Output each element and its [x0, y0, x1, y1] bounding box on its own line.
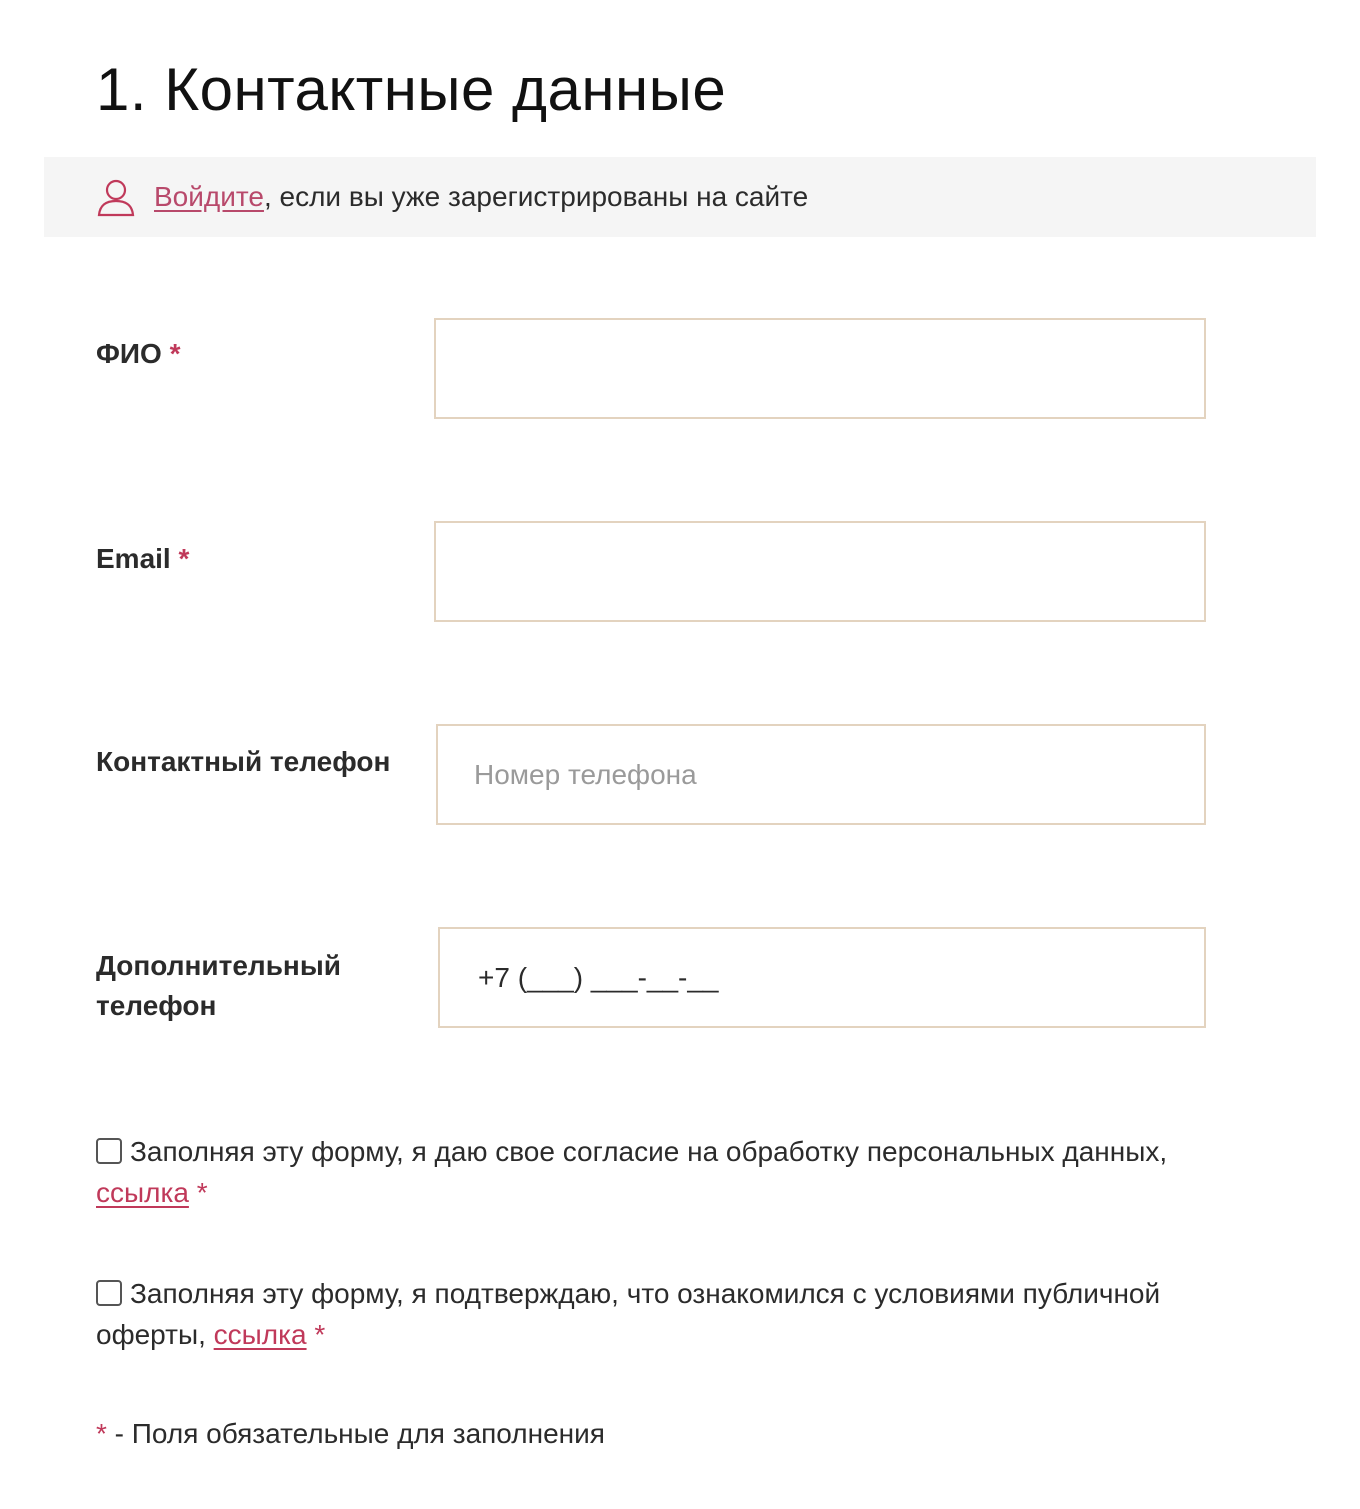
- required-mark: *: [196, 1177, 208, 1208]
- login-link[interactable]: Войдите: [154, 181, 264, 212]
- personal-data-checkbox[interactable]: [96, 1138, 122, 1164]
- extra-phone-label-line1: Дополнительный: [96, 950, 341, 981]
- phone-input[interactable]: [436, 724, 1206, 825]
- required-fields-note-text: - Поля обязательные для заполнения: [106, 1418, 605, 1449]
- email-label-text: Email: [96, 543, 171, 574]
- phone-row: [96, 724, 1206, 826]
- required-mark: *: [96, 1418, 107, 1449]
- fio-label: [96, 334, 181, 374]
- offer-consent: [96, 1273, 1226, 1355]
- email-input[interactable]: [434, 521, 1206, 622]
- login-hint-text: , если вы уже зарегистрированы на сайте: [263, 181, 809, 212]
- required-fields-note: [96, 1414, 605, 1454]
- personal-data-consent-text: Заполняя эту форму, я даю свое согласие на обработку персональных данных,: [130, 1136, 1168, 1167]
- offer-link[interactable]: ссылка: [213, 1319, 307, 1350]
- fio-label-text: ФИО: [96, 338, 162, 369]
- fio-input[interactable]: [434, 318, 1206, 419]
- extra-phone-row: [96, 927, 1206, 1029]
- required-mark: *: [178, 543, 190, 574]
- required-mark: *: [314, 1319, 326, 1350]
- extra-phone-label-line2: телефон: [96, 990, 217, 1021]
- required-mark: *: [169, 338, 181, 369]
- offer-checkbox[interactable]: [96, 1280, 122, 1306]
- email-row: [96, 521, 1206, 623]
- extra-phone-label: [96, 946, 341, 1026]
- extra-phone-input[interactable]: [438, 927, 1206, 1028]
- offer-consent-text: Заполняя эту форму, я подтверждаю, что ознакомился с условиями публичной оферты,: [96, 1278, 1161, 1350]
- personal-data-consent: [96, 1131, 1226, 1213]
- page-title: 1. Контактные данные: [96, 56, 727, 123]
- user-icon: [96, 177, 136, 217]
- fio-row: [96, 318, 1206, 420]
- personal-data-link[interactable]: ссылка: [96, 1177, 189, 1208]
- email-label: [96, 539, 189, 579]
- phone-label: Контактный телефон: [96, 746, 391, 777]
- login-bar: [44, 157, 1316, 237]
